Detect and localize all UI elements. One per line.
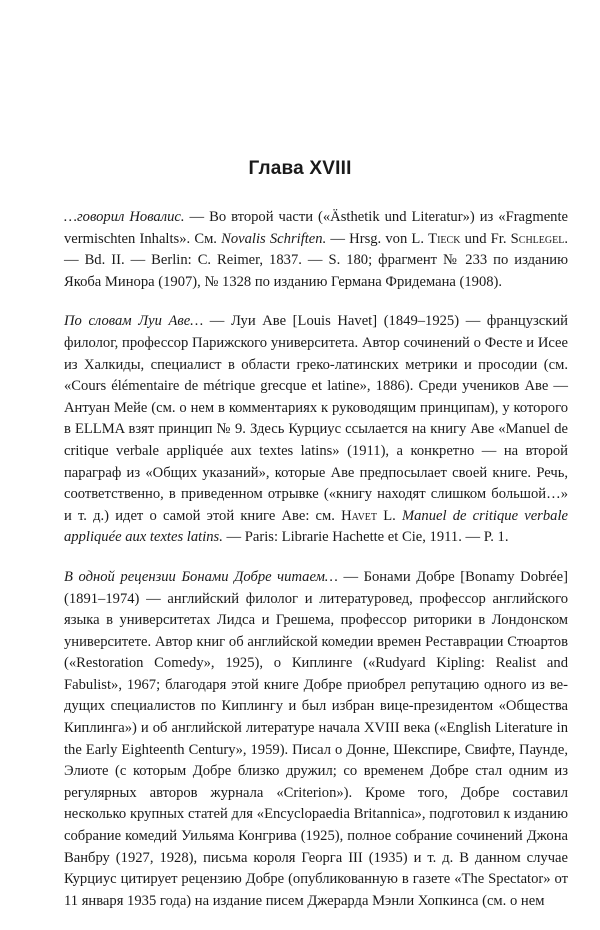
commentary-note-novalis <box>64 207 568 293</box>
note-author-name: Havet <box>341 507 378 524</box>
commentary-note-havet <box>64 311 568 549</box>
note-text: — Бонами Добре [Bonamy Dobrée] (1891–1974) — английский филолог и литературовед, профессор английского языка в университетах Лидса и Грешема, профессор риторики в Лондонском университете. Автор книг об английской комедии времен Реставрации Стюартов («Restoration Comedy», 1925), о Киплинге («Rudyard Kipling: Realist and Fabulist», 1967; благодаря этой книге Добре приобрел репутацию одного из ведущих специалистов по Киплингу и был избран вице-президентом «Общества Киплинга») и об английской литературе начала XVIII века («English Literature in the Early Eighteenth Century», 1959). Писал о Донне, Шекспире, Свифте, Паунде, Элиоте (с которым Добре близко дружил; со временем Добре стал одним из регулярных авторов журнала «Criterion»). Кроме того, Добре составил несколько крупных статей для «Encyclopaedia Britannica», подготовил к изданию собрание комедий Уильяма Конгрива (1925), полное собрание сочинений Джона Ванбру (1927, 1928), письма короля Георга III (1935) и т. д. В данном случае Курциус цитирует рецензию Добре (опубликованную в газете «The Spectator» от 11 января 1935 года) на издание писем Джерарда Мэнли Хопкинса (см. о нем <box>64 568 568 909</box>
note-author-name: Schlegel <box>510 230 565 247</box>
note-italic-title: Manuel de critique verbale appliquée aux textes latins. <box>64 507 568 546</box>
chapter-title: Глава XVIII <box>248 158 352 179</box>
note-author-name: Tieck <box>428 230 461 247</box>
note-text: — Hrsg. von L. <box>326 230 429 247</box>
note-text: und Fr. <box>460 230 511 247</box>
note-italic-title: Novalis Schriften. <box>221 230 327 247</box>
note-text: — Луи Аве [Louis Havet] (1849–1925) — французский филолог, профессор Парижского университета. Автор сочинений о Фесте и Исее из Халкиды, специалист в области греко-латинских метрики и просодии (см. «Cours élémentaire de métrique grecque et latine», 1886). Среди учеников Аве — Антуан Мейе (см. о нем в комментариях к руководящим принципам), у которого в ELLMA взят принцип № 9. Здесь Курциус ссылается на книгу Аве «Manuel de critique verbale appliquée aux textes latins» (1911), а конкретно — на второй параграф из «Общих указаний», которые Аве предпосылает своей книге. Речь, соответственно, в приведенном отрывке («книгу находят слишком большой…» и т. д.) идет о самой этой книге Аве: см. <box>64 313 568 524</box>
note-text: L. <box>377 507 402 524</box>
commentary-note-dobree <box>64 567 568 913</box>
note-text: . — Bd. II. — Berlin: C. Reimer, 1837. — S. 180; фрагмент № 233 по изданию Якоба Минора (1907), № 1328 по изданию Германа Фридемана (1908). <box>64 230 568 290</box>
note-lemma: По словам Луи Аве… <box>64 313 204 330</box>
commentary-body <box>64 207 568 930</box>
note-lemma: В одной рецензии Бонами Добре читаем… <box>64 568 338 585</box>
note-text: — Paris: Librarie Hachette et Cie, 1911. — P. 1. <box>222 529 509 546</box>
note-lemma: …говорил Новалис. <box>64 209 185 225</box>
note-text: — Во второй части («Ästhetik und Literatur») из «Fragmente vermischten Inhalts». См. <box>64 209 568 247</box>
